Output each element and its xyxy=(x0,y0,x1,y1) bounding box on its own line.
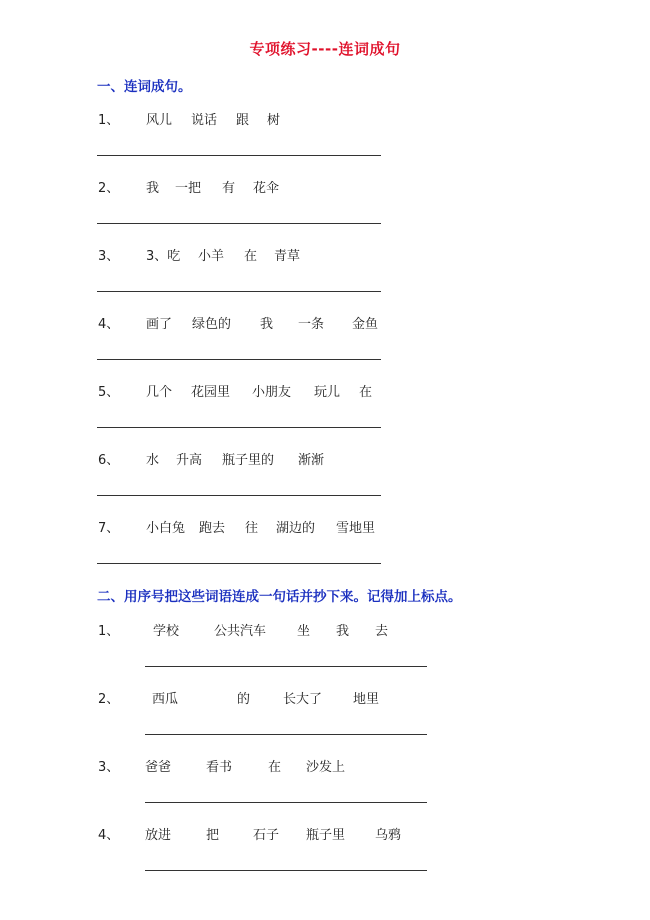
answer-line[interactable] xyxy=(97,563,381,564)
word: 我 xyxy=(260,317,274,332)
word: 花园里 xyxy=(191,385,231,400)
exercise-number: 1、 xyxy=(98,113,120,128)
page-title: 专项练习----连词成句 xyxy=(249,40,401,58)
word: 乌鸦 xyxy=(375,828,402,843)
word: 放进 xyxy=(145,828,172,843)
section-heading-1: 一、连词成句。 xyxy=(97,79,192,95)
word: 花伞 xyxy=(253,181,280,196)
answer-line[interactable] xyxy=(97,427,381,428)
answer-line[interactable] xyxy=(145,734,427,735)
word: 我 xyxy=(146,181,160,196)
word: 风儿 xyxy=(146,113,173,128)
word: 往 xyxy=(245,521,259,536)
word: 3、吃 xyxy=(146,249,181,264)
word: 坐 xyxy=(297,624,311,639)
answer-line[interactable] xyxy=(97,155,381,156)
word: 一把 xyxy=(175,181,202,196)
answer-line[interactable] xyxy=(145,666,427,667)
word: 在 xyxy=(244,249,258,264)
section-heading-2: 二、用序号把这些词语连成一句话并抄下来。记得加上标点。 xyxy=(97,589,462,605)
word: 沙发上 xyxy=(306,760,346,775)
answer-line[interactable] xyxy=(97,291,381,292)
word: 树 xyxy=(267,113,281,128)
answer-line[interactable] xyxy=(97,495,381,496)
word: 升高 xyxy=(176,453,203,468)
word: 渐渐 xyxy=(298,453,325,468)
word: 把 xyxy=(206,828,220,843)
word: 小白兔 xyxy=(146,521,186,536)
exercise-number: 5、 xyxy=(98,385,120,400)
word: 西瓜 xyxy=(152,692,179,707)
exercise-number: 2、 xyxy=(98,692,120,707)
word: 青草 xyxy=(274,249,301,264)
word: 我 xyxy=(336,624,350,639)
exercise-number: 3、 xyxy=(98,760,120,775)
word: 在 xyxy=(359,385,373,400)
word: 几个 xyxy=(146,385,173,400)
word: 爸爸 xyxy=(145,760,172,775)
word: 地里 xyxy=(353,692,380,707)
word: 看书 xyxy=(206,760,233,775)
answer-line[interactable] xyxy=(145,870,427,871)
word: 一条 xyxy=(298,317,325,332)
exercise-number: 2、 xyxy=(98,181,120,196)
word: 的 xyxy=(237,692,251,707)
word: 跟 xyxy=(236,113,250,128)
word: 说话 xyxy=(191,113,218,128)
word: 玩儿 xyxy=(314,385,341,400)
answer-line[interactable] xyxy=(145,802,427,803)
word: 金鱼 xyxy=(352,317,379,332)
word: 水 xyxy=(146,453,160,468)
exercise-number: 4、 xyxy=(98,828,120,843)
exercise-number: 7、 xyxy=(98,521,120,536)
word: 石子 xyxy=(253,828,280,843)
exercise-number: 3、 xyxy=(98,249,120,264)
word: 小羊 xyxy=(198,249,225,264)
word: 去 xyxy=(375,624,389,639)
exercise-number: 6、 xyxy=(98,453,120,468)
word: 湖边的 xyxy=(276,521,316,536)
word: 长大了 xyxy=(283,692,323,707)
word: 学校 xyxy=(153,624,180,639)
answer-line[interactable] xyxy=(97,223,381,224)
word: 雪地里 xyxy=(336,521,376,536)
exercise-number: 4、 xyxy=(98,317,120,332)
word: 绿色的 xyxy=(192,317,232,332)
word: 瓶子里的 xyxy=(222,453,275,468)
answer-line[interactable] xyxy=(97,359,381,360)
word: 跑去 xyxy=(199,521,226,536)
word: 瓶子里 xyxy=(306,828,346,843)
word: 有 xyxy=(222,181,236,196)
word: 公共汽车 xyxy=(214,624,267,639)
word: 小朋友 xyxy=(252,385,292,400)
exercise-number: 1、 xyxy=(98,624,120,639)
word: 在 xyxy=(268,760,282,775)
word: 画了 xyxy=(146,317,173,332)
